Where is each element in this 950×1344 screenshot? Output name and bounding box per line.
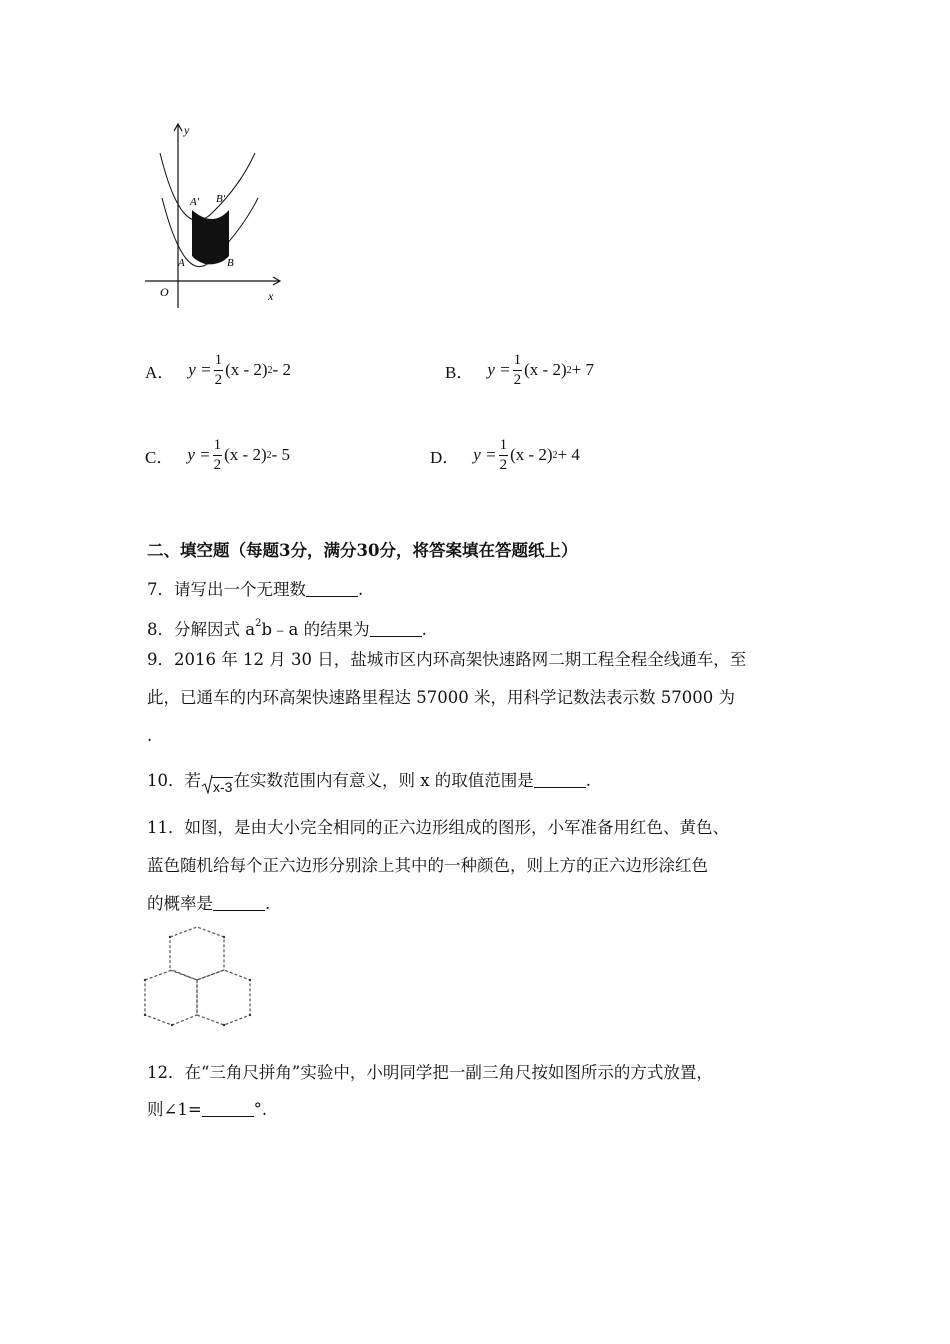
question-7: 7．请写出一个无理数 . xyxy=(147,580,364,599)
square-root: x-3 xyxy=(201,776,233,798)
option-letter: A． xyxy=(145,362,175,382)
question-11-line-2: 蓝色随机给每个正六边形分别涂上其中的一种颜色，则上方的正六边形涂红色 xyxy=(147,856,708,875)
option-letter: C． xyxy=(145,447,174,467)
option-c[interactable]: C． y = $\frac{1}{2}$ (x - 2) 2 - 5 xyxy=(145,436,291,473)
question-9-line-3: . xyxy=(147,726,153,745)
question-11-line-1: 11．如图，是由大小完全相同的正六边形组成的图形，小军准备用红色、黄色、 xyxy=(147,818,729,837)
question-12-line-2: 则∠1= °. xyxy=(147,1100,268,1119)
answer-blank[interactable] xyxy=(534,771,586,788)
question-9-line-2: 此，已通车的内环高架快速路里程达 57000 米，用科学记数法表示数 57000 为 xyxy=(147,688,735,707)
answer-blank[interactable] xyxy=(213,894,265,911)
question-12-line-1: 12．在“三角尺拼角”实验中，小明同学把一副三角尺按如图所示的方式放置， xyxy=(147,1063,713,1082)
fraction: $\frac{1}{2}$ xyxy=(213,436,222,473)
radical-sign-icon xyxy=(201,774,213,794)
point-b: B xyxy=(227,257,234,269)
point-a: A xyxy=(178,257,185,269)
fraction: $\frac{1}{2}$ xyxy=(499,436,508,473)
option-a[interactable]: A． y = $\frac{1}{2}$ (x - 2) 2 - 2 xyxy=(145,351,291,388)
option-letter: B． xyxy=(445,362,474,382)
answer-blank[interactable] xyxy=(202,1100,254,1117)
option-letter: D． xyxy=(430,447,460,467)
option-d[interactable]: D． y = $\frac{1}{2}$ (x - 2) 2 + 4 xyxy=(430,436,580,473)
question-11-line-3: 的概率是 . xyxy=(147,894,271,913)
answer-blank[interactable] xyxy=(370,620,422,637)
question-8: 8．分解因式 $a^2b﹣a$ 的结果为 . xyxy=(147,618,427,639)
answer-blank[interactable] xyxy=(306,580,358,597)
question-10: 10．若 x-3在实数范围内有意义，则 x 的取值范围是 . xyxy=(147,770,591,798)
section-title: 二、填空题（每题3分，满分30分，将答案填在答题纸上） xyxy=(147,541,578,560)
fraction: $\frac{1}{2}$ xyxy=(513,351,522,388)
shaded-region xyxy=(192,210,229,264)
point-a-prime: A' xyxy=(190,196,200,208)
y-axis-label: y xyxy=(184,123,190,137)
question-9-line-1: 9．2016 年 12 月 30 日，盐城市区内环高架快速路网二期工程全程全线通车，至 xyxy=(147,650,747,669)
parabola-graph xyxy=(140,118,290,313)
point-b-prime: B' xyxy=(216,193,226,205)
hexagon-bottom-right xyxy=(197,970,250,1025)
x-axis-label: x xyxy=(268,289,274,303)
upper-parabola xyxy=(160,153,255,221)
origin-label: O xyxy=(160,285,169,299)
option-b[interactable]: B． y = $\frac{1}{2}$ (x - 2) 2 + 7 xyxy=(445,351,594,388)
fraction: $\frac{1}{2}$ xyxy=(214,351,223,388)
hexagon-bottom-left xyxy=(145,970,197,1025)
hexagon-figure xyxy=(140,925,255,1035)
